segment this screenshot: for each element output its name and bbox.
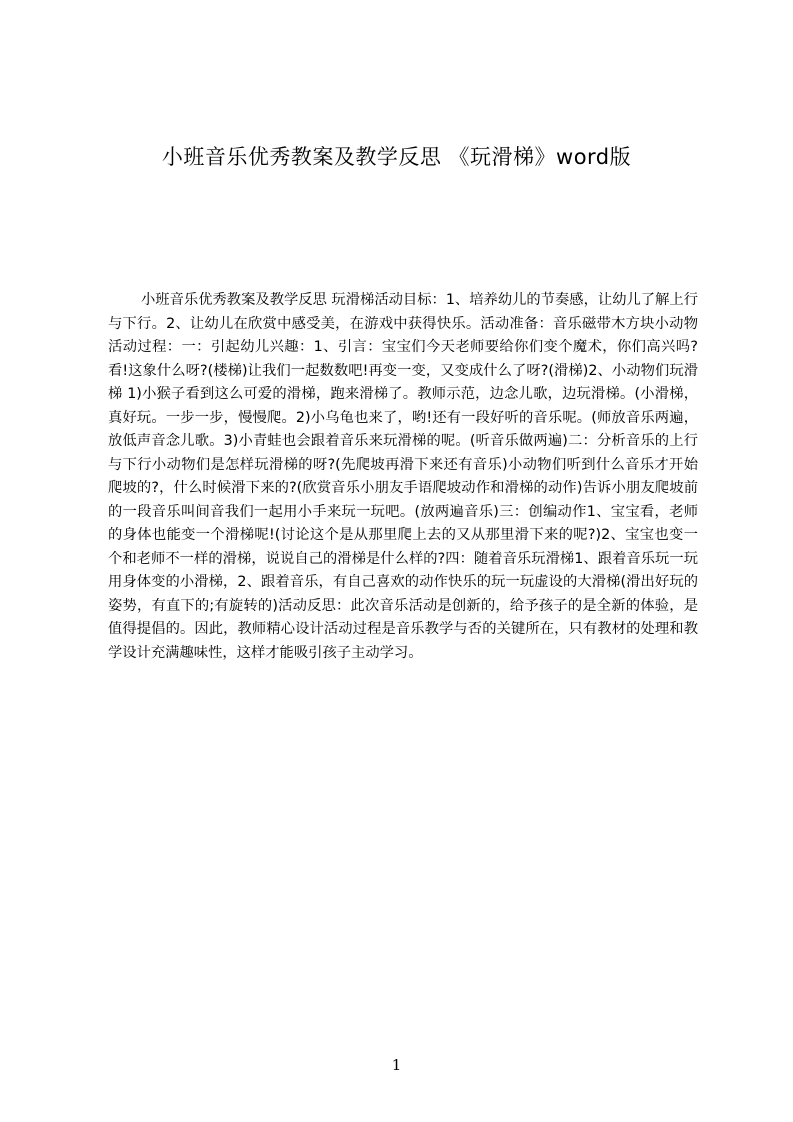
document-body-paragraph: 小班音乐优秀教案及教学反思 玩滑梯活动目标：1、培养幼儿的节奏感，让幼儿了解上行与下行。2、让幼儿在欣赏中感受美，在游戏中获得快乐。活动准备：音乐磁带木方块小动物活动过程：一：引起幼儿兴趣：1、引言：宝宝们今天老师要给你们变个魔术，你们高兴吗?看!这象什么呀?(楼梯)让我们一起数数吧!再变一变，又变成什么了呀?(滑梯)2、小动物们玩滑梯 1)小猴子看到这么可爱的滑梯，跑来滑梯了。教师示范，边念儿歌，边玩滑梯。(小滑梯，真好玩。一步一步，慢慢爬。2)小乌龟也来了，哟!还有一段好听的音乐呢。(师放音乐两遍，放低声音念儿歌。3)小青蛙也会跟着音乐来玩滑梯的呢。(听音乐做两遍)二：分析音乐的上行与下行小动物们是怎样玩滑梯的呀?(先爬坡再滑下来还有音乐)小动物们听到什么音乐才开始爬坡的?，什么时候滑下来的?(欣赏音乐小朋友手语爬坡动作和滑梯的动作)告诉小朋友爬坡前的一段音乐叫间音我们一起用小手来玩一玩吧。(放两遍音乐)三：创编动作1、宝宝看，老师的身体也能变一个滑梯呢!(讨论这个是从那里爬上去的又从那里滑下来的呢?)2、宝宝也变一个和老师不一样的滑梯，说说自己的滑梯是什么样的?四：随着音乐玩滑梯1、跟着音乐玩一玩用身体变的小滑梯，2、跟着音乐，有自己喜欢的动作快乐的玩一玩虚设的大滑梯(滑出好玩的姿势，有直下的;有旋转的)活动反思：此次音乐活动是创新的，给予孩子的是全新的体验，是值得提倡的。因此，教师精心设计活动过程是音乐教学与否的关键所在，只有教材的处理和教学设计充满趣味性，这样才能吸引孩子主动学习。 <box>108 292 698 661</box>
page-number: 1 <box>391 1056 402 1074</box>
document-title: 小班音乐优秀教案及教学反思 《玩滑梯》word版 <box>161 145 632 169</box>
